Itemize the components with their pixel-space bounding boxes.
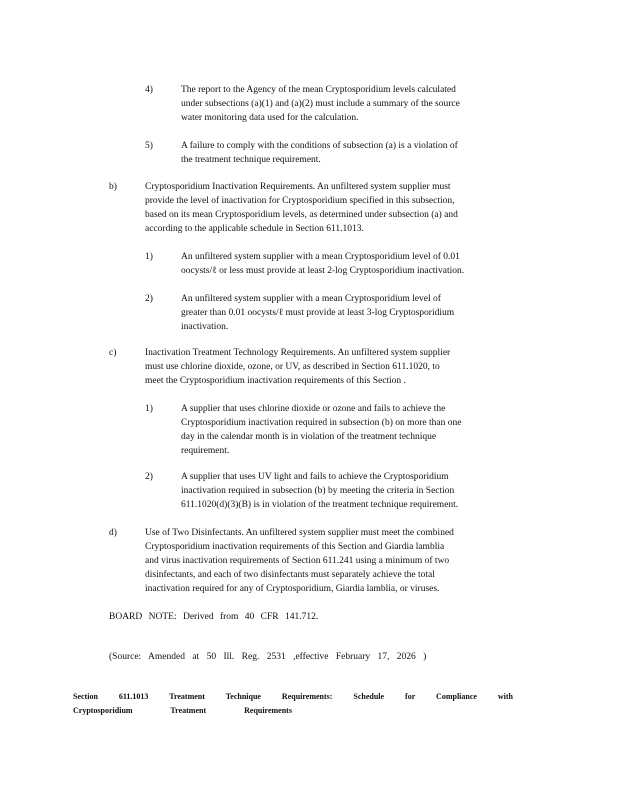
text-line: An unfiltered system supplier with a mean Cryptosporidium level of <box>181 294 441 304</box>
section-heading-line1: Section 611.1013 Treatment Technique Requirements: Schedule for Compliance with <box>73 692 513 701</box>
text-line: Cryptosporidium inactivation requirements of this Section and Giardia lamblia <box>145 542 445 552</box>
text-line: A failure to comply with the conditions of subsection (a) is a violation of <box>181 141 458 151</box>
item-label: 2) <box>145 472 153 482</box>
item-label: d) <box>109 528 117 538</box>
item-text <box>181 83 533 125</box>
text-line: inactivation. <box>181 322 229 332</box>
item-label: 1) <box>145 404 153 414</box>
item-text <box>145 526 533 596</box>
item-label: 1) <box>145 252 153 262</box>
item-text <box>181 292 535 334</box>
text-line: A supplier that uses chlorine dioxide or ozone and fails to achieve the <box>181 404 446 414</box>
source-note: (Source: Amended at 50 Ill. Reg. 2531 ,effective February 17, 2026 ) <box>109 652 427 662</box>
text-line: and virus inactivation requirements of Section 611.241 using a minimum of two <box>145 556 450 566</box>
item-text <box>181 402 535 458</box>
text-line: oocysts/ℓ or less must provide at least 2-log Cryptosporidium inactivation. <box>181 266 465 276</box>
text-line: the treatment technique requirement. <box>181 155 321 165</box>
text-line: The report to the Agency of the mean Cryptosporidium levels calculated <box>181 85 456 95</box>
section-heading-line2: Cryptosporidium Treatment Requirements <box>73 706 292 715</box>
item-label: 4) <box>145 85 153 95</box>
text-line: under subsections (a)(1) and (a)(2) must include a summary of the source <box>181 99 460 109</box>
item-text <box>181 250 535 278</box>
text-line: requirement. <box>181 446 230 456</box>
text-line: meet the Cryptosporidium inactivation requirements of this Section . <box>145 376 406 386</box>
text-line: must use chlorine dioxide, ozone, or UV, as described in Section 611.1020, to <box>145 362 440 372</box>
item-label: b) <box>109 182 117 192</box>
item-text <box>181 139 533 167</box>
item-label: 5) <box>145 141 153 151</box>
item-label: c) <box>109 348 117 358</box>
text-line: Use of Two Disinfectants. An unfiltered system supplier must meet the combined <box>145 528 454 538</box>
text-line: 611.1020(d)(3)(B) is in violation of the treatment technique requirement. <box>181 500 459 510</box>
text-line: water monitoring data used for the calculation. <box>181 113 359 123</box>
text-line: Inactivation Treatment Technology Requirements. An unfiltered system supplier <box>145 348 451 358</box>
text-line: An unfiltered system supplier with a mean Cryptosporidium level of 0.01 <box>181 252 460 262</box>
text-line: day in the calendar month is in violation of the treatment technique <box>181 432 437 442</box>
item-label: 2) <box>145 294 153 304</box>
text-line: inactivation required in subsection (b) by meeting the criteria in Section <box>181 486 455 496</box>
text-line: greater than 0.01 oocysts/ℓ must provide at least 3-log Cryptosporidium <box>181 308 455 318</box>
text-line: disinfectants, and each of two disinfectants must separately achieve the total <box>145 570 435 580</box>
board-note: BOARD NOTE: Derived from 40 CFR 141.712. <box>109 612 319 622</box>
item-text <box>181 470 525 512</box>
item-text <box>145 180 541 236</box>
text-line: provide the level of inactivation for Cryptosporidium specified in this subsection, <box>145 196 455 206</box>
text-line: according to the applicable schedule in Section 611.1013. <box>145 224 364 234</box>
text-line: Cryptosporidium Inactivation Requirements. An unfiltered system supplier must <box>145 182 451 192</box>
text-line: inactivation required for any of Cryptosporidium, Giardia lamblia, or viruses. <box>145 584 440 594</box>
text-line: Cryptosporidium inactivation required in subsection (b) on more than one <box>181 418 462 428</box>
text-line: based on its mean Cryptosporidium levels, as determined under subsection (a) and <box>145 210 458 220</box>
item-text <box>145 346 533 388</box>
text-line: A supplier that uses UV light and fails to achieve the Cryptosporidium <box>181 472 449 482</box>
